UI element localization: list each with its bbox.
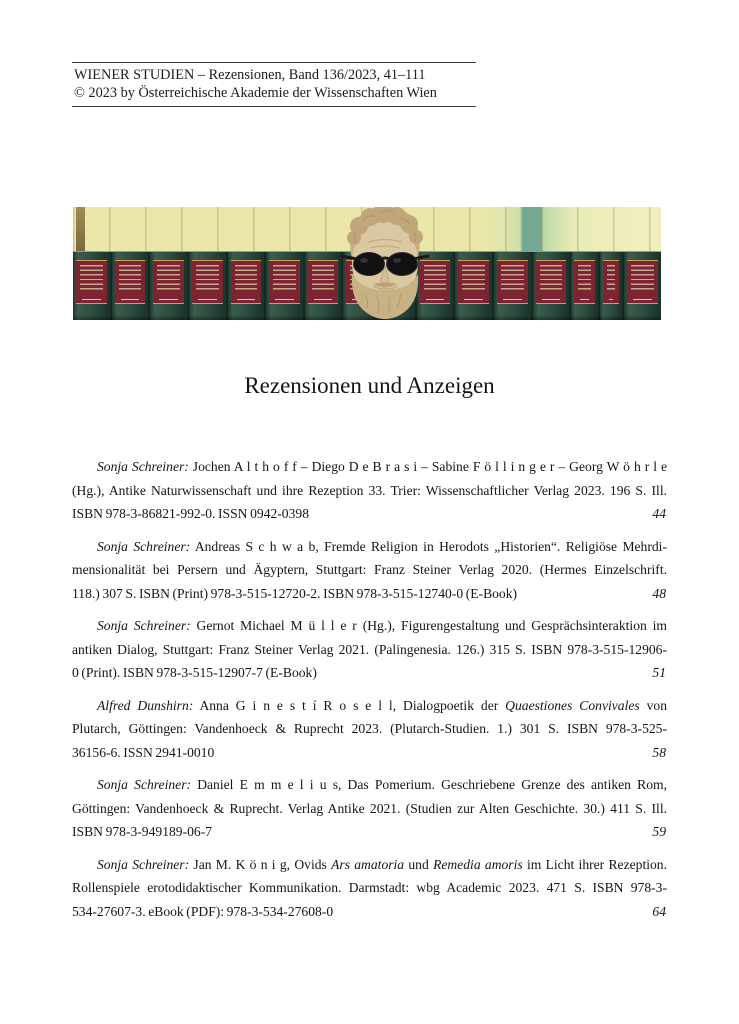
entry-italic-text: Ars amatoria — [331, 856, 405, 872]
book-spine-label — [115, 260, 146, 304]
review-entry — [72, 773, 667, 844]
review-entry — [72, 614, 667, 685]
entry-line — [72, 502, 667, 526]
entry-italic-text: Sonja Schreiner: — [97, 618, 191, 633]
aristotle-bust — [323, 207, 447, 320]
book-spine-label — [536, 260, 567, 304]
entry-line — [72, 820, 667, 844]
entry-page-number: 64 — [652, 903, 666, 919]
entry-text: 36156-6. ISSN 2941-0010 — [72, 744, 215, 760]
entry-page-number: 58 — [652, 744, 666, 760]
book-spine — [600, 252, 623, 320]
page-title: Rezensionen und Anzeigen — [244, 373, 495, 398]
entry-italic-text: Alfred Dunshirn: — [97, 697, 194, 713]
entry-line — [72, 479, 667, 503]
entry-text: ISBN 978-3-86821-992-0. ISSN 0942-0398 — [72, 506, 309, 521]
entry-line — [72, 582, 667, 606]
journal-header — [72, 62, 476, 107]
entry-line — [72, 535, 667, 559]
book-spine — [624, 252, 661, 320]
entry-text: Gernot Michael M ü l l e r (Hg.), Figurengestaltung und Gesprächsinteraktion im — [190, 618, 667, 633]
entry-page-number: 59 — [652, 824, 666, 839]
book-spine-label — [269, 260, 300, 304]
entry-line — [72, 694, 667, 718]
review-entry — [72, 455, 667, 526]
entry-italic-text: Quaestiones Convivales — [505, 697, 640, 713]
entry-text: Andreas S c h w a b, Fremde Religion in Herodots „Historien“. Religiöse Mehrdi- — [190, 538, 667, 554]
entry-text: 534-27607-3. eBook (PDF): 978-3-534-27608-0 — [72, 903, 334, 919]
entry-text: antiken Dialog, Stuttgart: Franz Steiner Verlag 2021. (Palingenesia. 126.) 315 S. ISBN 978-3-515-12906- — [72, 641, 667, 657]
entry-line — [72, 661, 667, 685]
entry-text: Plutarch, Göttingen: Vandenhoeck & Ruprecht 2023. (Plutarch-Studien. 1.) 301 S. ISBN 978-3-525- — [72, 721, 667, 736]
entry-text: im Licht ihrer Rezeption. — [522, 856, 667, 872]
entry-line — [72, 717, 667, 741]
entry-italic-text: Sonja Schreiner: — [97, 459, 189, 474]
entry-text: ISBN 978-3-949189-06-7 — [72, 824, 213, 839]
book-spine-label — [231, 260, 262, 304]
book-spine — [150, 252, 187, 320]
book-spine — [533, 252, 570, 320]
entry-italic-text: Sonja Schreiner: — [97, 777, 192, 792]
entry-text: Rollenspiele erotodidaktischer Kommunikation. Darmstadt: wbg Academic 2023. 471 S. ISBN 978-3- — [72, 880, 667, 895]
entry-line — [72, 741, 667, 765]
book-spine-label — [497, 260, 528, 304]
entry-text: (Hg.), Antike Naturwissenschaft und ihre Rezeption 33. Trier: Wissenschaftlicher Verlag 2023. 196 S. Ill. — [72, 482, 667, 498]
entry-text: Anna G i n e s t í R o s e l l, Dialogpoetik der — [193, 697, 506, 713]
wall-left-strip — [76, 207, 85, 251]
bookshelf-photo — [73, 207, 661, 320]
review-entry — [72, 694, 667, 765]
entry-page-number: 48 — [652, 585, 666, 601]
book-spine-label — [458, 260, 489, 304]
entry-line — [72, 876, 667, 900]
journal-title-line: WIENER STUDIEN – Rezensionen, Band 136/2023, 41–111 — [74, 67, 426, 83]
entry-italic-text: Sonja Schreiner: — [97, 538, 191, 554]
entry-line — [72, 455, 667, 479]
entry-text: Daniel E m m e l i u s, Das Pomerium. Geschriebene Grenze des antiken Rom, — [191, 777, 667, 792]
entry-line — [72, 558, 667, 582]
book-spine — [73, 252, 110, 320]
book-spine — [571, 252, 598, 320]
book-spine — [266, 252, 303, 320]
entry-line — [72, 900, 667, 924]
book-spine — [494, 252, 531, 320]
entry-page-number: 51 — [652, 665, 666, 680]
entry-line — [72, 797, 667, 821]
entry-line — [72, 614, 667, 638]
entry-line — [72, 773, 667, 797]
review-entry — [72, 535, 667, 606]
book-spine-label — [627, 260, 658, 304]
book-spine-label — [603, 260, 620, 304]
entry-line — [72, 853, 667, 877]
entry-text: von — [639, 697, 668, 713]
book-spine — [455, 252, 492, 320]
entry-italic-text: Sonja Schreiner: — [97, 856, 190, 872]
book-spine-label — [153, 260, 184, 304]
book-spine — [189, 252, 226, 320]
book-spine-label — [574, 260, 595, 304]
book-spine-label — [192, 260, 223, 304]
review-list — [72, 455, 667, 932]
entry-page-number: 44 — [652, 506, 666, 521]
entry-text: Göttingen: Vandenhoeck & Ruprecht. Verlag Antike 2021. (Studien zur Alten Geschichte. 30.) 411 S. Ill. — [72, 800, 667, 816]
book-spine-label — [76, 260, 107, 304]
review-entry — [72, 853, 667, 924]
header-rule-bottom — [72, 106, 476, 107]
entry-text: Jochen A l t h o f f – Diego D e B r a s i – Sabine F ö l l i n g e r – Georg W ö h r l e — [188, 459, 667, 474]
entry-text: und — [404, 856, 434, 872]
entry-text: 118.) 307 S. ISBN (Print) 978-3-515-12720-2. ISBN 978-3-515-12740-0 (E-Book) — [72, 585, 518, 601]
entry-text: Jan M. K ö n i g, Ovids — [189, 856, 332, 872]
book-spine — [112, 252, 149, 320]
book-spine — [228, 252, 265, 320]
entry-italic-text: Remedia amoris — [433, 856, 523, 872]
entry-text: mensionalität bei Persern und Ägyptern, Stuttgart: Franz Steiner Verlag 2020. (Hermes Einzelschrift. — [72, 562, 667, 577]
entry-text: 0 (Print). ISBN 978-3-515-12907-7 (E-Book) — [72, 665, 317, 680]
entry-line — [72, 638, 667, 662]
journal-copyright-line: © 2023 by Österreichische Akademie der Wissenschaften Wien — [74, 84, 437, 101]
